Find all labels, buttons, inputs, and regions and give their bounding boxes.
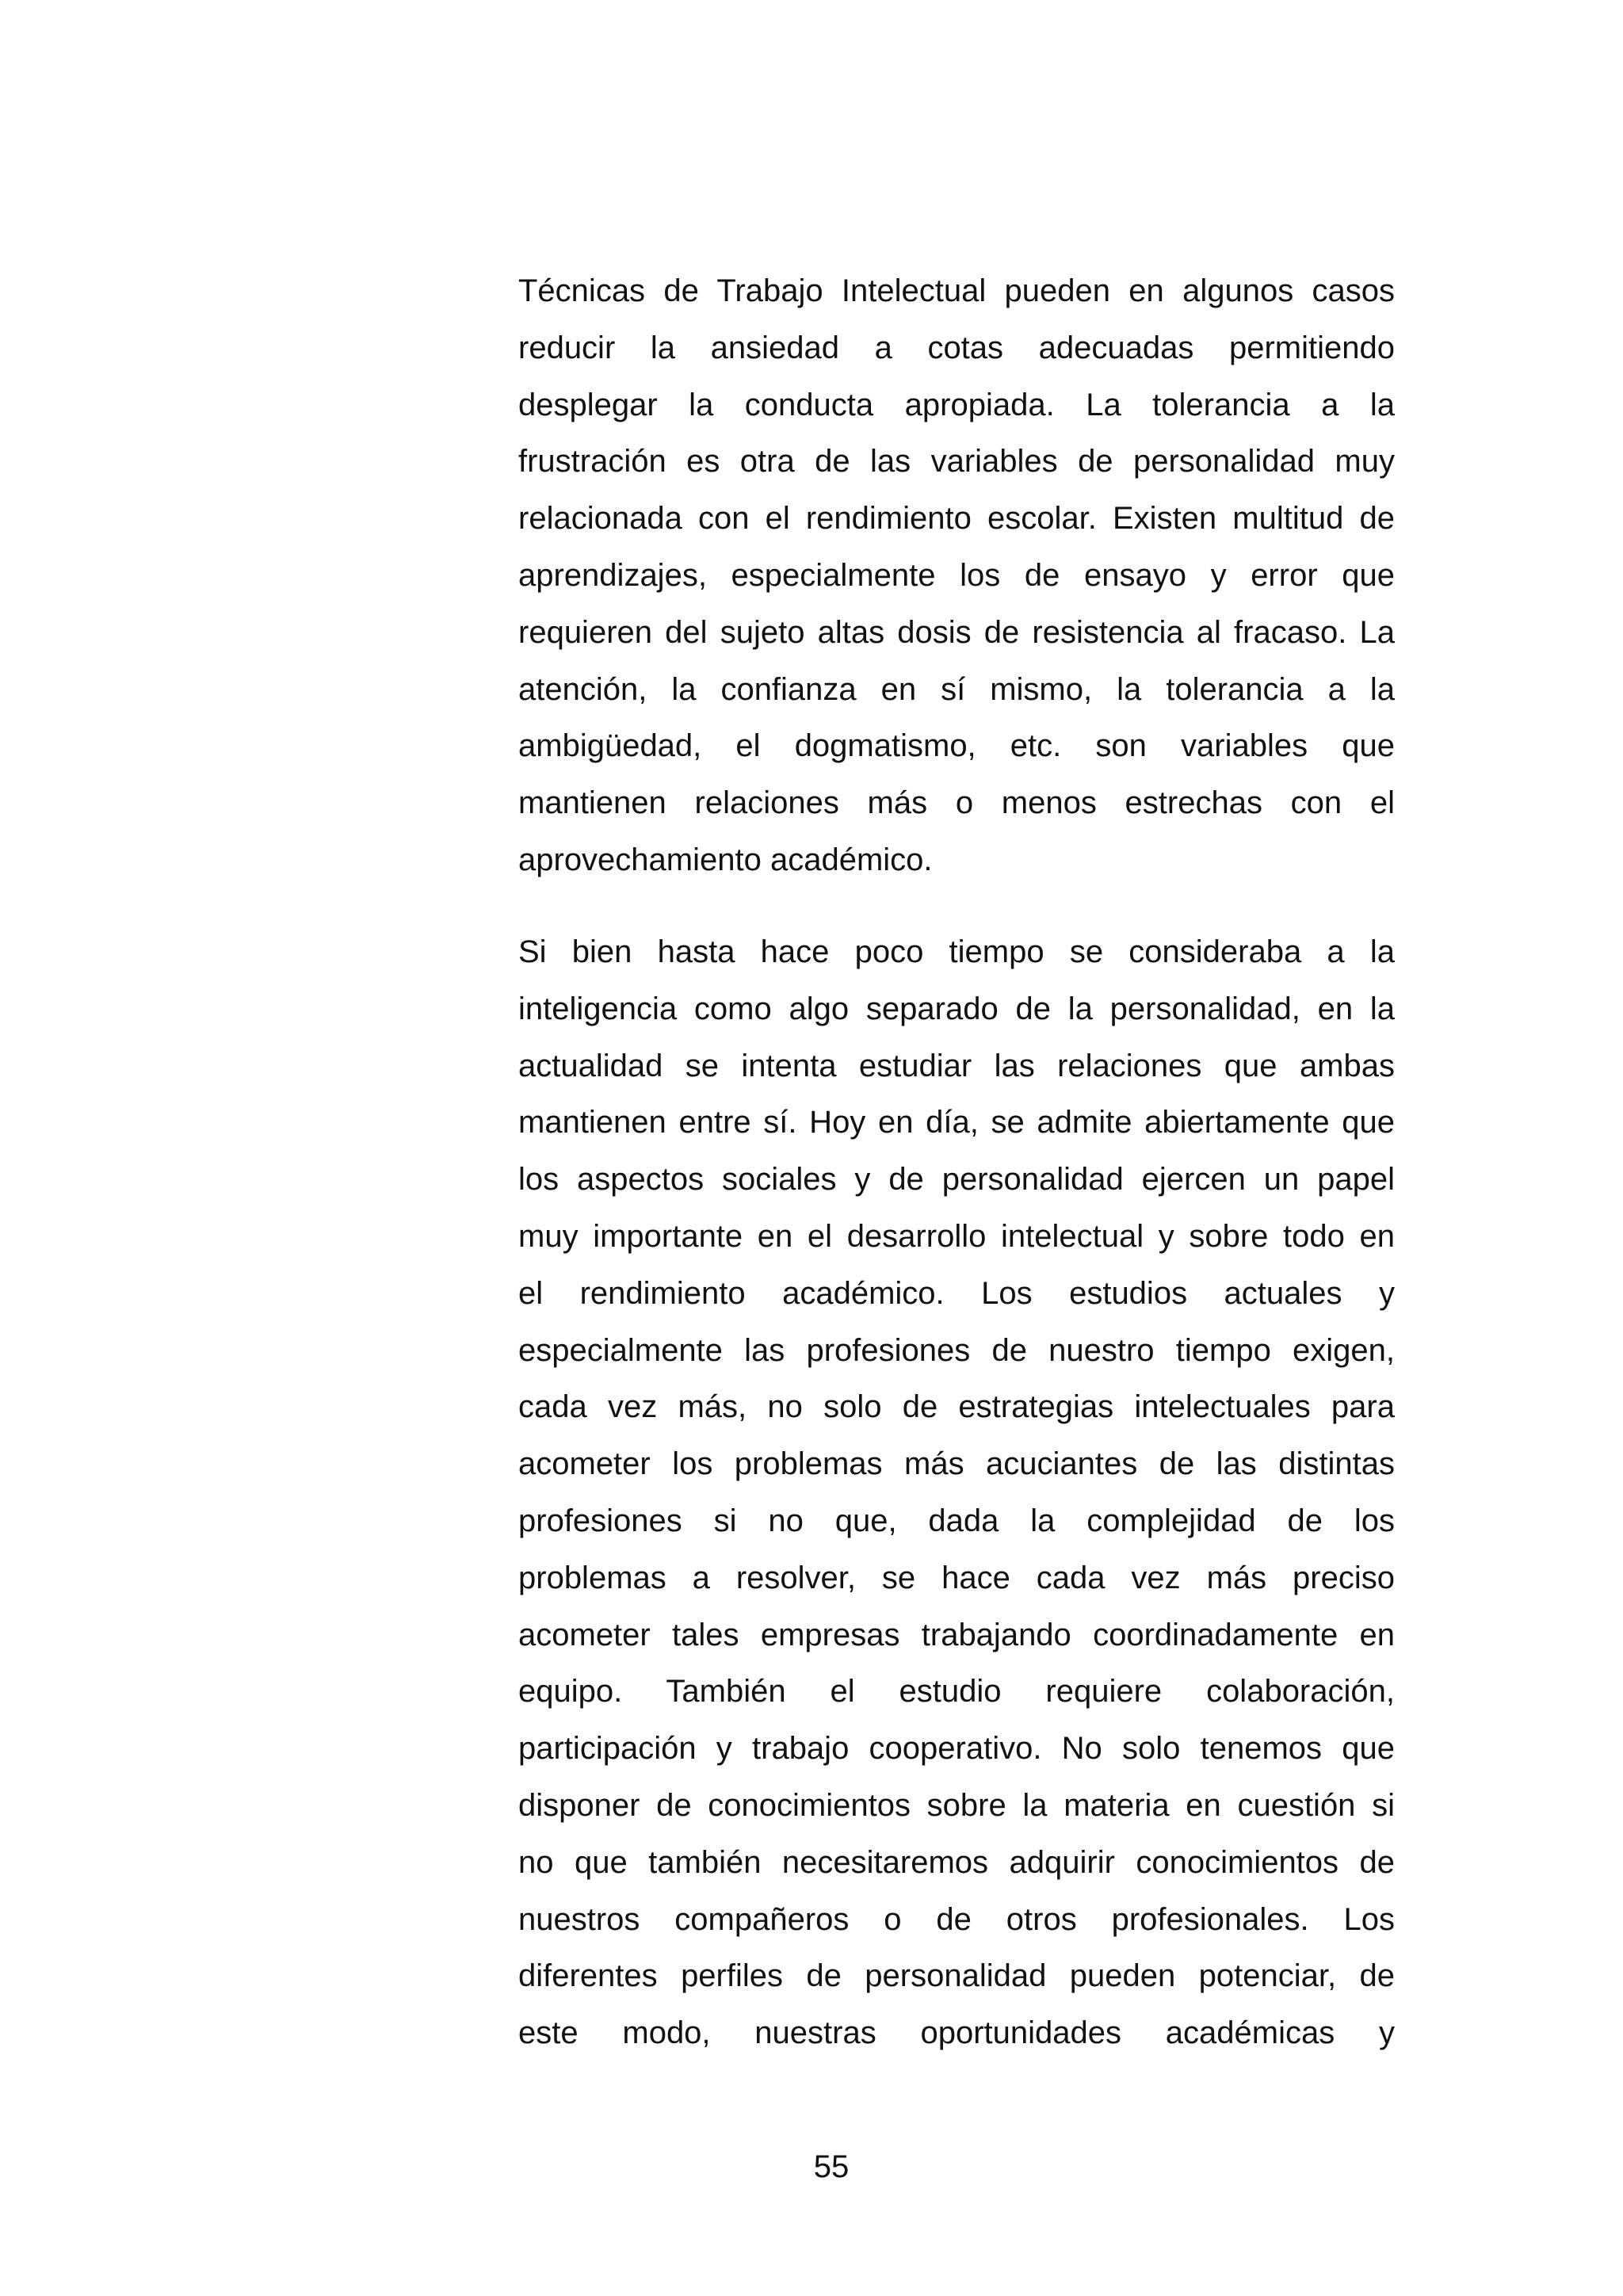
text-line: atención, la confianza en sí mismo, la tolerancia a la [518,671,1395,707]
text-line: nuestros compañeros o de otros profesionales. Los [518,1901,1395,1937]
text-line: relacionada con el rendimiento escolar. Existen multitud de [518,501,1395,537]
text-line: cada vez más, no solo de estrategias intelectuales para [518,1389,1395,1425]
text-line: aprendizajes, especialmente los de ensayo y error que [518,557,1395,593]
text-line: participación y trabajo cooperativo. No solo tenemos que [518,1731,1395,1767]
text-line: acometer tales empresas trabajando coordinadamente en [518,1617,1395,1652]
text-line: frustración es otra de las variables de personalidad muy [518,444,1395,479]
text-line: problemas a resolver, se hace cada vez más preciso [518,1560,1395,1595]
text-line: aprovechamiento académico. [518,842,933,877]
text-line: mantienen relaciones más o menos estrechas con el [518,785,1395,821]
text-line: no que también necesitaremos adquirir conocimientos de [518,1844,1395,1880]
text-line: los aspectos sociales y de personalidad ejercen un papel [518,1162,1395,1198]
text-line: ambigüedad, el dogmatismo, etc. son variables que [518,728,1395,764]
paragraph [518,263,1395,889]
text-line: Técnicas de Trabajo Intelectual pueden en algunos casos [518,273,1395,308]
text-line: especialmente las profesiones de nuestro tiempo exigen, [518,1332,1395,1368]
text-line: reducir la ansiedad a cotas adecuadas permitiendo [518,330,1395,365]
text-line: el rendimiento académico. Los estudios actuales y [518,1275,1395,1311]
text-line: profesiones si no que, dada la complejidad de los [518,1503,1395,1538]
text-line: requieren del sujeto altas dosis de resistencia al fracaso. La [518,614,1395,650]
text-line: actualidad se intenta estudiar las relaciones que ambas [518,1048,1395,1083]
text-line: este modo, nuestras oportunidades académicas y [518,2015,1395,2051]
text-line: desplegar la conducta apropiada. La tolerancia a la [518,387,1395,422]
text-line: mantienen entre sí. Hoy en día, se admite abiertamente que [518,1105,1395,1140]
text-line: diferentes perfiles de personalidad pueden potenciar, de [518,1958,1395,1994]
text-line: equipo. También el estudio requiere colaboración, [518,1674,1395,1710]
page-number: 55 [813,2149,850,2184]
text-line: acometer los problemas más acuciantes de las distintas [518,1446,1395,1482]
text-line: inteligencia como algo separado de la personalidad, en la [518,991,1395,1026]
text-line: muy importante en el desarrollo intelectual y sobre todo en [518,1218,1395,1254]
paragraph [518,924,1395,2062]
text-line: disponer de conocimientos sobre la materia en cuestión si [518,1787,1395,1823]
text-line: Si bien hasta hace poco tiempo se consideraba a la [518,934,1395,969]
